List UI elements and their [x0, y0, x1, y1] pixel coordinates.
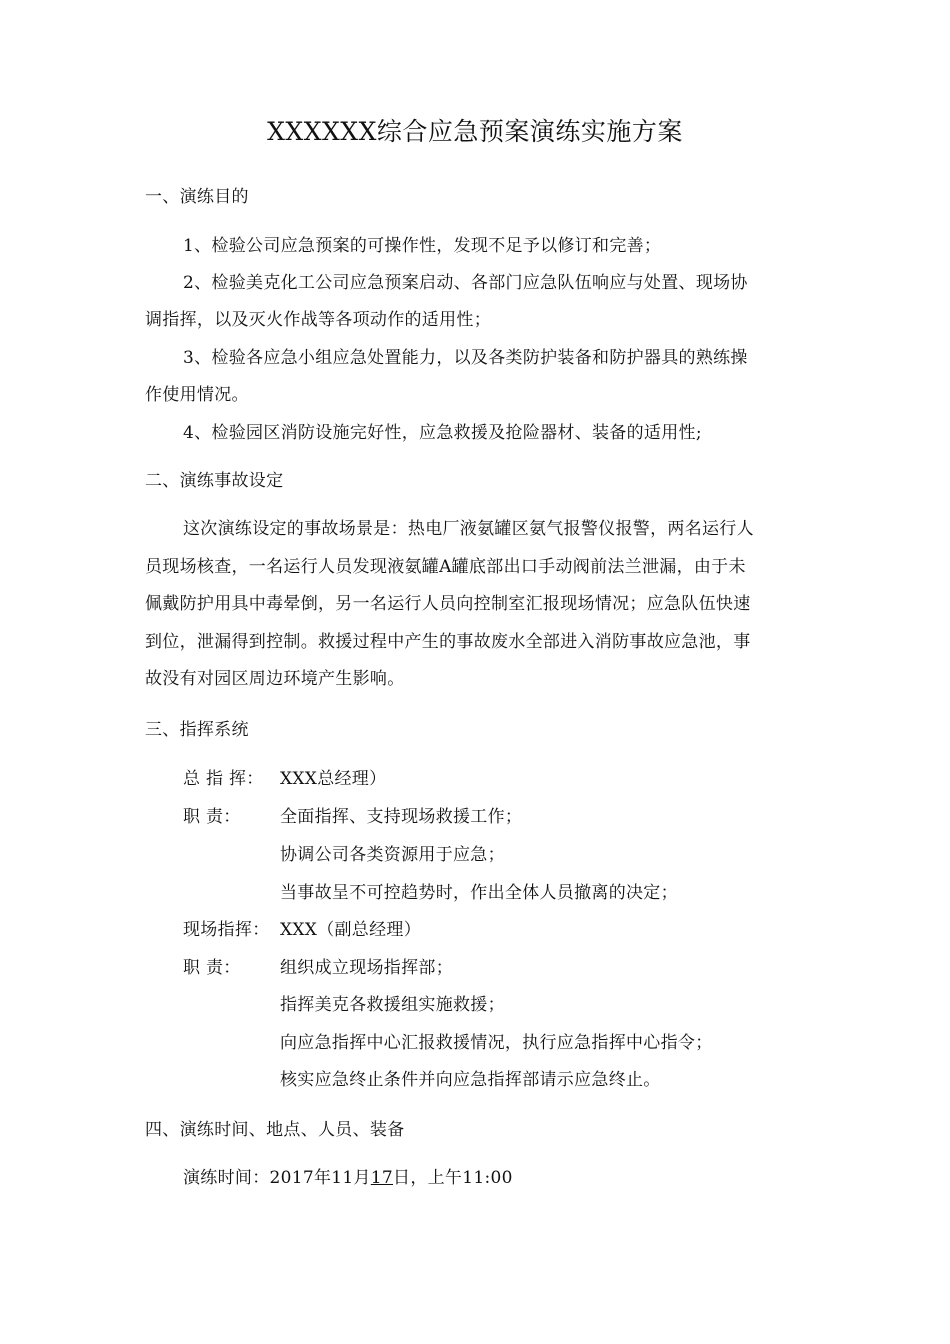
chief-duty-2: 协调公司各类资源用于应急；: [280, 845, 505, 865]
purpose-item-2-line-2: 调指挥，以及灭火作战等各项动作的适用性；: [145, 310, 491, 330]
chief-commander-label: 总 指 挥：: [183, 769, 264, 789]
purpose-item-4: 4、检验园区消防设施完好性，应急救援及抢险器材、装备的适用性;: [183, 423, 702, 443]
chief-duty-1: 全面指挥、支持现场救援工作；: [280, 807, 523, 827]
drill-time-rest: 日，上午11:00: [393, 1168, 513, 1188]
section-heading-logistics: 四、演练时间、地点、人员、装备: [145, 1120, 405, 1140]
chief-duty-row: [183, 805, 853, 829]
purpose-item-3-line-1: 3、检验各应急小组应急处置能力，以及各类防护装备和防护器具的熟练操: [183, 348, 748, 368]
scenario-line-3: 佩戴防护用具中毒晕倒，另一名运行人员向控制室汇报现场情况；应急队伍快速: [145, 594, 751, 614]
site-commander-row: [183, 918, 853, 942]
drill-time-day: 17: [370, 1168, 394, 1188]
scenario-line-1: 这次演练设定的事故场景是：热电厂液氨罐区氨气报警仪报警，两名运行人: [183, 519, 754, 539]
site-duty-1: 组织成立现场指挥部；: [280, 958, 453, 978]
duty-label: 职 责：: [183, 958, 241, 978]
site-duty-2: 指挥美克各救援组实施救援；: [280, 995, 505, 1015]
scenario-line-2: 员现场核查，一名运行人员发现液氨罐A罐底部出口手动阀前法兰泄漏，由于未: [145, 557, 746, 577]
drill-time-label: 演练时间：: [183, 1168, 270, 1188]
scenario-line-4: 到位，泄漏得到控制。救援过程中产生的事故废水全部进入消防事故应急池，事: [145, 632, 751, 652]
section-heading-purpose: 一、演练目的: [145, 187, 249, 207]
chief-duty-3: 当事故呈不可控趋势时，作出全体人员撤离的决定；: [280, 883, 678, 903]
drill-time-year-month: 2017年11月: [269, 1168, 371, 1188]
scenario-line-5: 故没有对园区周边环境产生影响。: [145, 669, 405, 689]
site-commander-value: XXX（副总经理）: [280, 920, 422, 940]
site-duty-4: 核实应急终止条件并向应急指挥部请示应急终止。: [280, 1070, 661, 1090]
document-title: XXXXXX综合应急预案演练实施方案: [267, 117, 683, 146]
site-duty-3: 向应急指挥中心汇报救援情况，执行应急指挥中心指令；: [280, 1033, 713, 1053]
chief-commander-row: [183, 767, 853, 791]
purpose-item-1: 1、检验公司应急预案的可操作性，发现不足予以修订和完善；: [183, 236, 662, 256]
section-heading-command: 三、指挥系统: [145, 720, 249, 740]
section-heading-scenario: 二、演练事故设定: [145, 471, 284, 491]
drill-time-row: [183, 1166, 853, 1190]
site-duty-row: [183, 956, 853, 980]
duty-label: 职 责：: [183, 807, 241, 827]
purpose-item-2-line-1: 2、检验美克化工公司应急预案启动、各部门应急队伍响应与处置、现场协: [183, 273, 748, 293]
purpose-item-3-line-2: 作使用情况。: [145, 385, 249, 405]
site-commander-label: 现场指挥：: [183, 920, 270, 940]
chief-commander-value: XXX总经理）: [280, 769, 387, 789]
